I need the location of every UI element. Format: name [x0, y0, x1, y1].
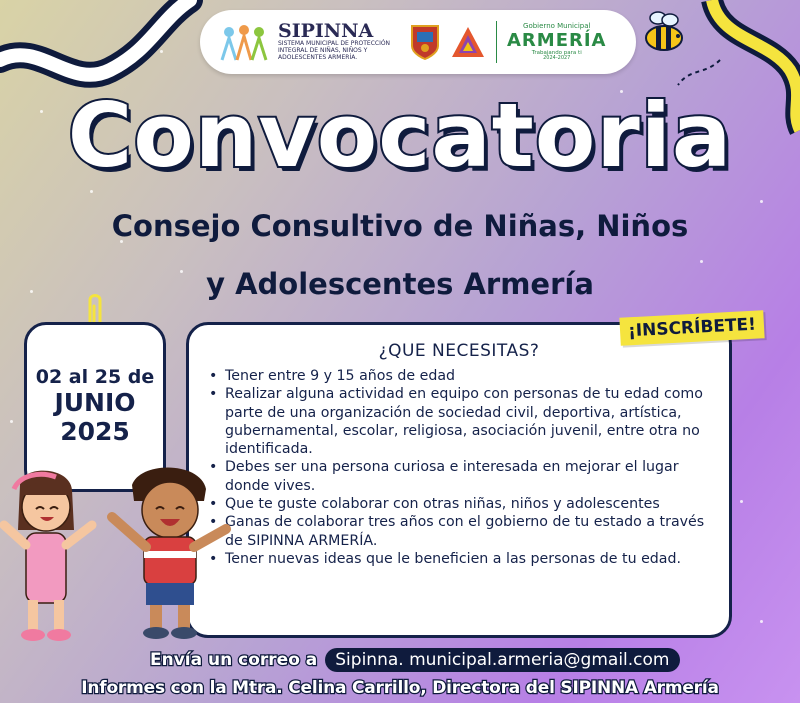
requirement-item: • Tener nuevas ideas que le beneficien a las personas de tu edad.	[225, 550, 707, 568]
date-range: 02 al 25 de	[35, 366, 155, 389]
subtitle-line1: Consejo Consultivo de Niñas, Niños	[111, 209, 689, 243]
requirements-list	[225, 367, 707, 568]
sipinna-name: SIPINNA	[278, 20, 374, 43]
children-illustration	[0, 455, 240, 655]
gobierno-name: ARMERÍA	[507, 29, 607, 51]
sipinna-line1: SISTEMA MUNICIPAL DE PROTECCIÓN	[278, 40, 391, 48]
logo-divider	[496, 21, 497, 63]
sipinna-line2: INTEGRAL DE NIÑAS, NIÑOS Y	[278, 47, 368, 55]
requirement-item: • Que te guste colaborar con otras niñas, niños y adolescentes	[225, 495, 707, 513]
bee-icon	[640, 8, 690, 58]
triangle-logo-icon	[450, 24, 486, 60]
sipinna-line3: ADOLESCENTES ARMERÍA.	[278, 53, 358, 61]
requirement-item: • Tener entre 9 y 15 años de edad	[225, 367, 707, 385]
date-year: 2025	[60, 416, 130, 446]
requirement-item: • Debes ser una persona curiosa e interesada en mejorar el lugar donde vives.	[225, 458, 707, 495]
subtitle-line2: y Adolescentes Armería	[206, 267, 594, 301]
contact-info: Informes con la Mtra. Celina Carrillo, Directora del SIPINNA Armería	[81, 678, 719, 698]
gobierno-top: Gobierno Municipal	[523, 21, 591, 30]
date-month: JUNIO	[54, 388, 136, 418]
main-title: Convocatoria	[67, 84, 733, 187]
requirement-item: • Ganas de colaborar tres años con el gobierno de tu estado a través de SIPINNA ARMERÍA.	[225, 513, 707, 550]
email-label: Envía un correo a	[150, 650, 318, 670]
logo-bar	[200, 10, 636, 74]
inscribete-badge: ¡INSCRÍBETE!	[619, 310, 764, 345]
requirements-card	[186, 322, 732, 638]
requirements-heading: ¿QUE NECESITAS?	[378, 341, 540, 361]
email-address[interactable]: Sipinna. municipal.armeria@gmail.com	[325, 648, 679, 672]
email-line	[150, 648, 680, 672]
gobierno-years: 2024-2027	[543, 55, 571, 62]
sipinna-figures-icon	[220, 22, 268, 62]
requirement-item: • Realizar alguna actividad en equipo con personas de tu edad como parte de una organización de sociedad civil, deportiva, artística, gubernamental, escolar, religiosa, asociación juvenil, entre otra no identificada.	[225, 385, 707, 458]
gobierno-armeria-logo	[507, 23, 607, 62]
subtitle	[0, 197, 800, 313]
armeria-crest-icon	[410, 24, 440, 60]
sipinna-logo-text	[278, 22, 400, 62]
gobierno-tagline: Trabajando para ti	[531, 49, 582, 56]
